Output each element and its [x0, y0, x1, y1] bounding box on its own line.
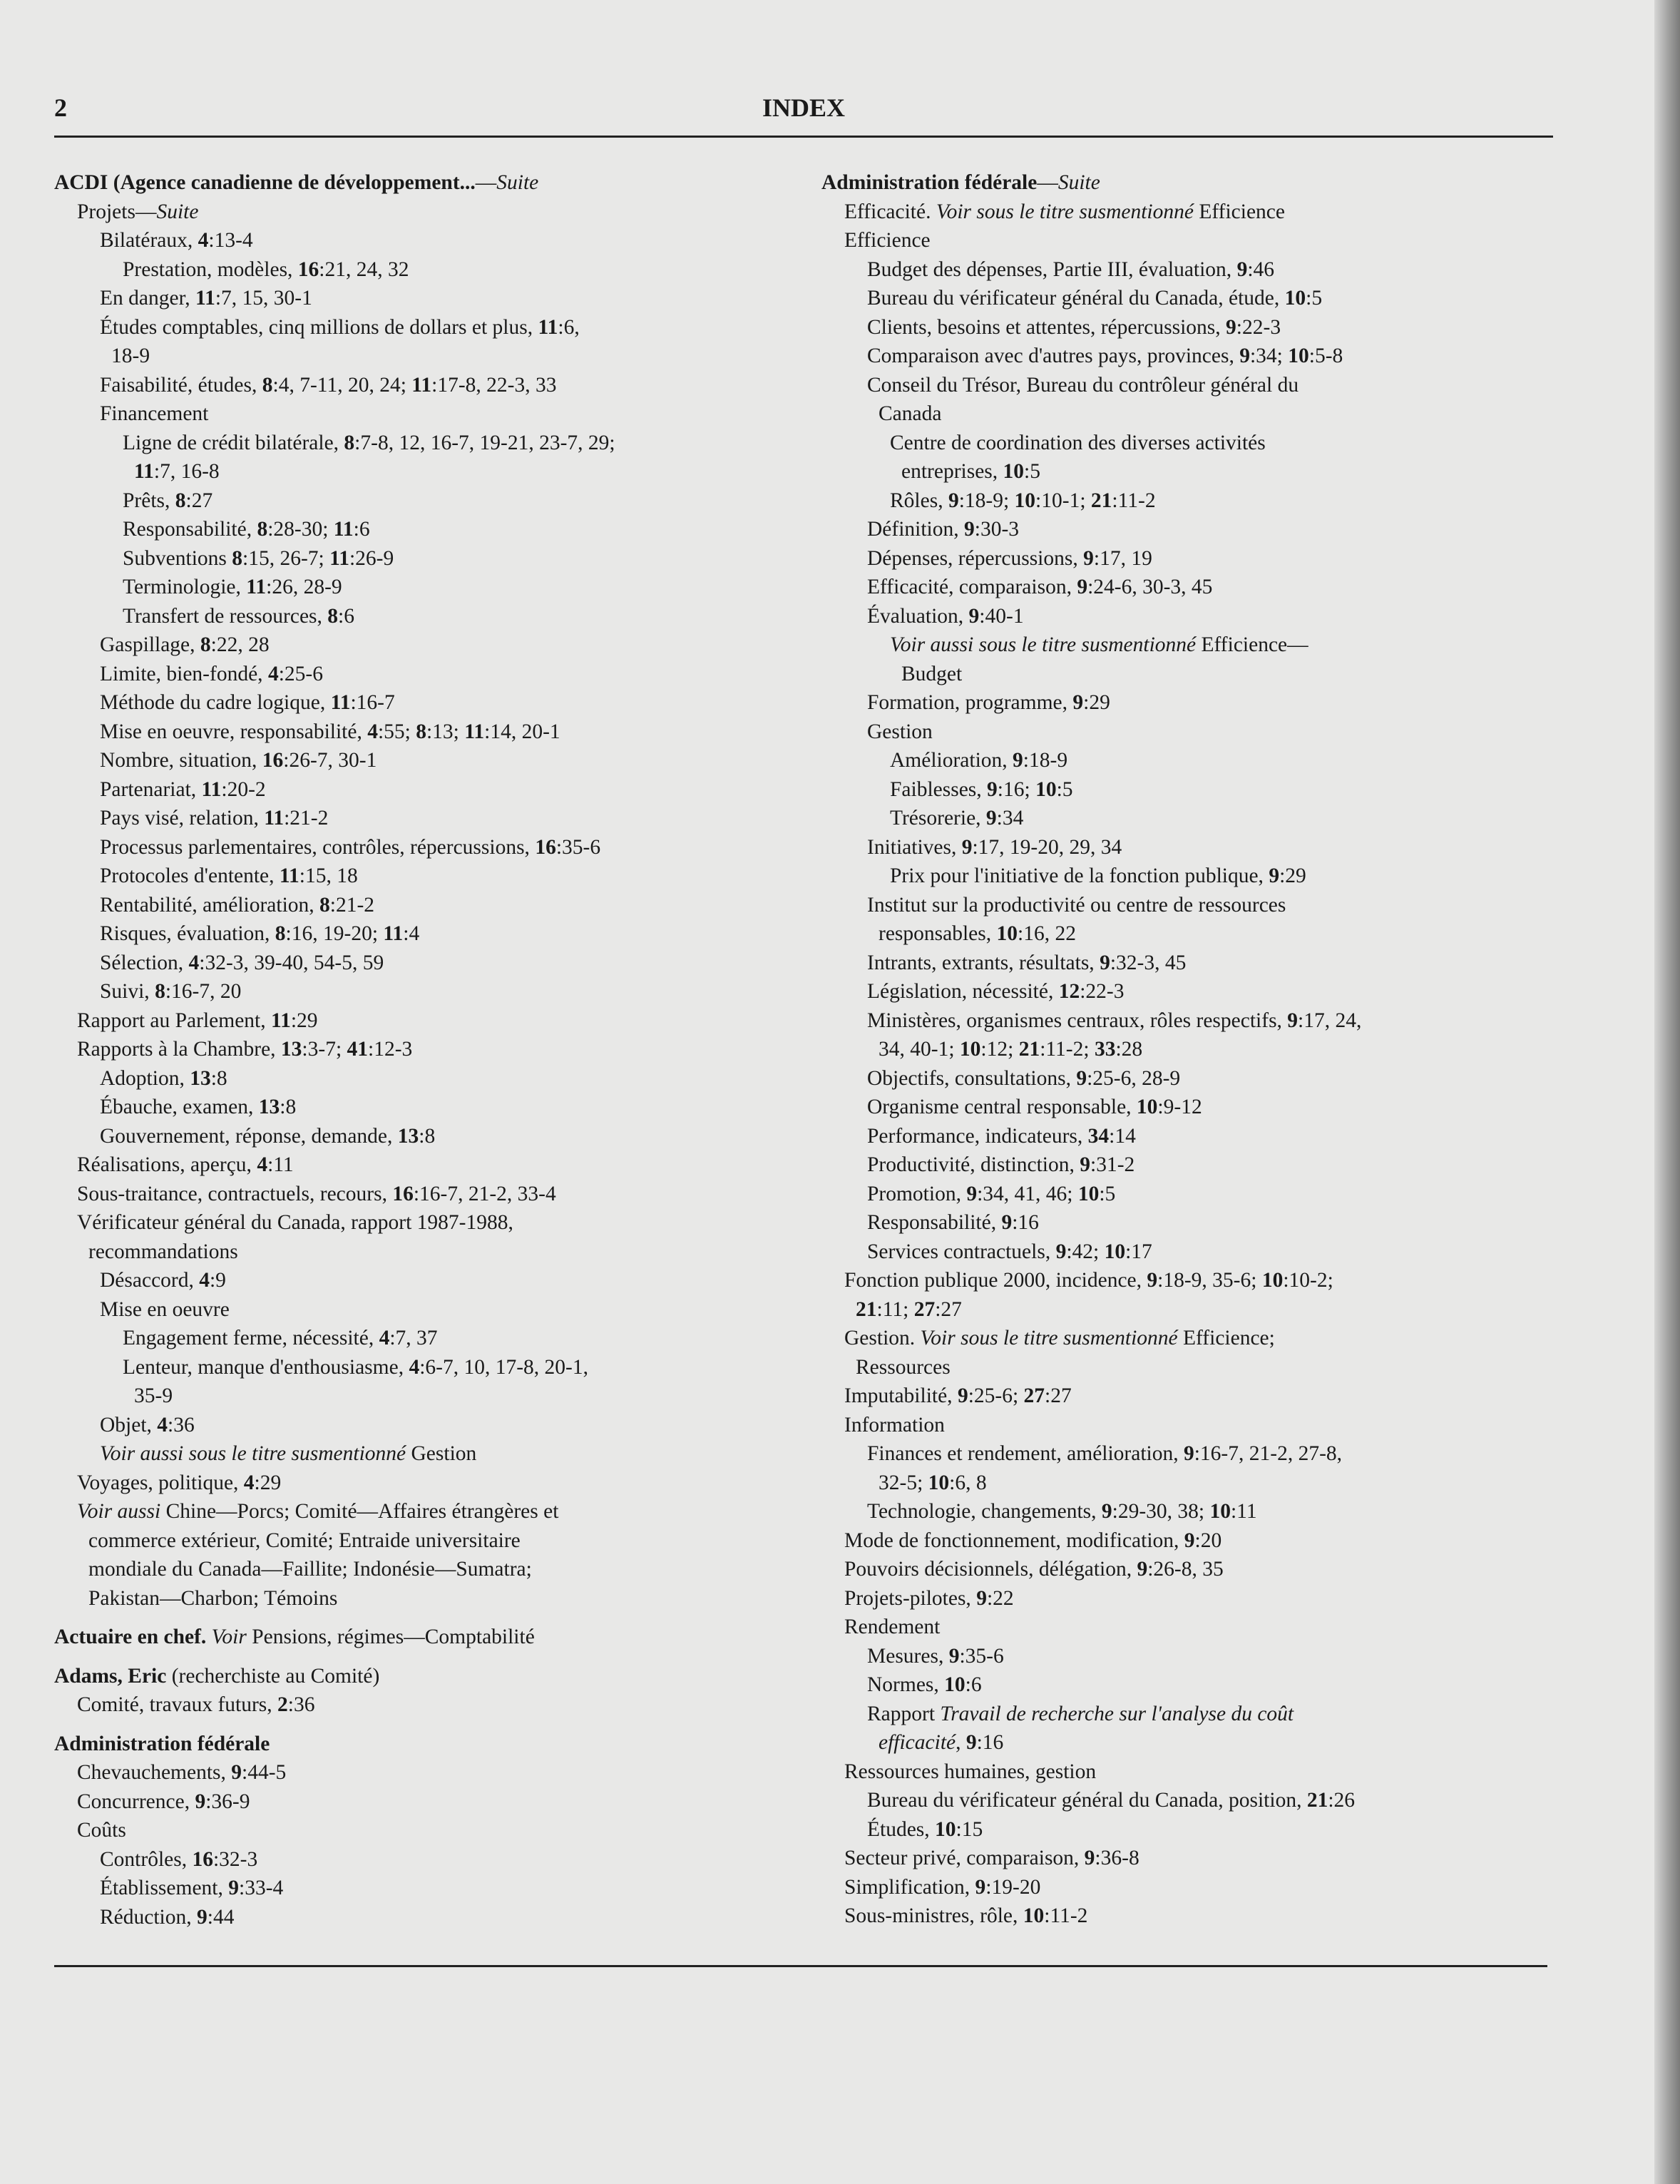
index-entry: Finances et rendement, amélioration, 9:16-7, 21-2, 27-8, [867, 1442, 1343, 1465]
index-entry: Institut sur la productivité ou centre de ressources [867, 893, 1286, 917]
index-entry: Études comptables, cinq millions de dollars et plus, 11:6, [100, 315, 580, 339]
index-entry: Formation, programme, 9:29 [867, 691, 1110, 714]
index-entry: Clients, besoins et attentes, répercussions, 9:22-3 [867, 315, 1281, 339]
index-entry: Mesures, 9:35-6 [867, 1644, 1004, 1668]
index-entry: Lenteur, manque d'enthousiasme, 4:6-7, 10, 17-8, 20-1, [123, 1355, 588, 1379]
index-entry: Réduction, 9:44 [100, 1905, 235, 1929]
index-entry: Promotion, 9:34, 41, 46; 10:5 [867, 1182, 1116, 1205]
index-entry: Prestation, modèles, 16:21, 24, 32 [123, 257, 409, 281]
index-entry: Dépenses, répercussions, 9:17, 19 [867, 546, 1152, 570]
index-entry: Efficacité, comparaison, 9:24-6, 30-3, 45 [867, 576, 1213, 598]
index-entry: Rapport Travail de recherche sur l'analyse du coût [867, 1702, 1294, 1725]
index-entry: Sous-ministres, rôle, 10:11-2 [844, 1904, 1088, 1927]
index-entry: Processus parlementaires, contrôles, répercussions, 16:35-6 [100, 835, 601, 859]
header-rule [54, 136, 1553, 138]
index-entry: Actuaire en chef. Voir Pensions, régimes—Comptabilité [54, 1626, 535, 1648]
index-entry: Productivité, distinction, 9:31-2 [867, 1153, 1135, 1176]
index-entry: Contrôles, 16:32-3 [100, 1847, 258, 1871]
index-entry: Chevauchements, 9:44-5 [77, 1761, 287, 1784]
index-entry: Faisabilité, études, 8:4, 7-11, 20, 24; 11:17-8, 22-3, 33 [100, 373, 557, 397]
index-entry: Services contractuels, 9:42; 10:17 [867, 1240, 1152, 1263]
index-entry: Normes, 10:6 [867, 1673, 982, 1696]
index-entry: Terminologie, 11:26, 28-9 [123, 576, 342, 598]
index-entry: Mise en oeuvre [100, 1297, 230, 1321]
index-entry: Faiblesses, 9:16; 10:5 [890, 777, 1073, 801]
index-entry: Objectifs, consultations, 9:25-6, 28-9 [867, 1066, 1181, 1090]
index-entry: Bureau du vérificateur général du Canada, position, 21:26 [867, 1789, 1356, 1812]
index-entry: Information [844, 1413, 945, 1437]
index-entry: Amélioration, 9:18-9 [890, 749, 1068, 772]
index-entry: Établissement, 9:33-4 [100, 1877, 284, 1899]
index-entry: Rentabilité, amélioration, 8:21-2 [100, 893, 375, 917]
index-column-left [54, 168, 810, 1932]
index-entry: Mode de fonctionnement, modification, 9:20 [844, 1529, 1222, 1552]
index-column-right [821, 168, 1563, 1931]
index-entry: Initiatives, 9:17, 19-20, 29, 34 [867, 835, 1122, 859]
index-entry: Organisme central responsable, 10:9-12 [867, 1096, 1202, 1118]
index-entry: Méthode du cadre logique, 11:16-7 [100, 691, 395, 714]
index-entry: Définition, 9:30-3 [867, 518, 1020, 541]
index-entry: entreprises, 10:5 [901, 460, 1040, 483]
index-entry: 34, 40-1; 10:12; 21:11-2; 33:28 [879, 1038, 1143, 1061]
index-entry: Subventions 8:15, 26-7; 11:26-9 [123, 546, 394, 570]
index-entry: Centre de coordination des diverses activités [890, 431, 1266, 454]
index-entry: Voir aussi sous le titre susmentionné Gestion [100, 1442, 477, 1465]
index-entry: Bilatéraux, 4:13-4 [100, 229, 253, 252]
running-title: INDEX [762, 93, 845, 122]
index-entry: Efficience [844, 229, 931, 252]
index-entry: 21:11; 27:27 [856, 1297, 962, 1321]
index-entry: Réalisations, aperçu, 4:11 [77, 1153, 294, 1176]
index-entry: Prix pour l'initiative de la fonction publique, 9:29 [890, 864, 1306, 887]
index-entry: Protocoles d'entente, 11:15, 18 [100, 864, 358, 887]
index-entry: Canada [879, 402, 942, 425]
index-entry: Prêts, 8:27 [123, 489, 213, 512]
index-entry: efficacité, 9:16 [879, 1731, 1004, 1754]
index-entry: Comité, travaux futurs, 2:36 [77, 1693, 315, 1716]
index-entry: Suivi, 8:16-7, 20 [100, 980, 242, 1003]
index-entry: Rendement [844, 1616, 941, 1638]
index-entry: Performance, indicateurs, 34:14 [867, 1124, 1136, 1148]
index-entry: Pakistan—Charbon; Témoins [88, 1586, 338, 1610]
index-entry: Pouvoirs décisionnels, délégation, 9:26-8, 35 [844, 1558, 1224, 1581]
index-entry: commerce extérieur, Comité; Entraide universitaire [88, 1529, 521, 1552]
index-entry: Législation, nécessité, 12:22-3 [867, 980, 1125, 1003]
index-entry: Risques, évaluation, 8:16, 19-20; 11:4 [100, 922, 420, 945]
index-entry: Fonction publique 2000, incidence, 9:18-9, 35-6; 10:10-2; [844, 1269, 1333, 1292]
index-entry: mondiale du Canada—Faillite; Indonésie—Sumatra; [88, 1558, 532, 1581]
index-entry: Mise en oeuvre, responsabilité, 4:55; 8:13; 11:14, 20-1 [100, 720, 560, 743]
index-entry: Coûts [77, 1819, 126, 1842]
footer-rule [54, 1965, 1547, 1967]
index-entry: Imputabilité, 9:25-6; 27:27 [844, 1384, 1072, 1407]
index-entry: Ébauche, examen, 13:8 [100, 1096, 297, 1118]
index-entry: Technologie, changements, 9:29-30, 38; 10:11 [867, 1500, 1257, 1523]
index-entry: Vérificateur général du Canada, rapport 1987-1988, [77, 1211, 513, 1234]
index-entry: Projets-pilotes, 9:22 [844, 1586, 1014, 1610]
index-entry: Rapports à la Chambre, 13:3-7; 41:12-3 [77, 1038, 413, 1061]
index-entry: Pays visé, relation, 11:21-2 [100, 807, 329, 830]
index-entry: Partenariat, 11:20-2 [100, 777, 266, 801]
index-entry: Trésorerie, 9:34 [890, 807, 1024, 830]
index-entry: Concurrence, 9:36-9 [77, 1790, 250, 1813]
index-entry: Simplification, 9:19-20 [844, 1875, 1041, 1899]
index-entry: 32-5; 10:6, 8 [879, 1471, 987, 1494]
index-entry: Gestion. Voir sous le titre susmentionné Efficience; [844, 1327, 1275, 1349]
page-number: 2 [54, 93, 67, 122]
index-entry: Projets—Suite [77, 200, 199, 223]
index-entry: Nombre, situation, 16:26-7, 30-1 [100, 749, 377, 772]
index-entry: Secteur privé, comparaison, 9:36-8 [844, 1847, 1139, 1869]
index-entry: Voir aussi Chine—Porcs; Comité—Affaires étrangères et [77, 1500, 559, 1523]
index-entry: Efficacité. Voir sous le titre susmentionné Efficience [844, 200, 1285, 223]
index-entry: Limite, bien-fondé, 4:25-6 [100, 662, 323, 685]
index-entry: Responsabilité, 8:28-30; 11:6 [123, 518, 370, 541]
index-entry: ACDI (Agence canadienne de développement...—Suite [54, 171, 539, 194]
index-entry: 11:7, 16-8 [134, 460, 220, 483]
index-entry: En danger, 11:7, 15, 30-1 [100, 287, 312, 310]
index-entry: Voyages, politique, 4:29 [77, 1471, 282, 1494]
index-entry: Ressources humaines, gestion [844, 1760, 1097, 1783]
page-edge-shadow [1654, 0, 1680, 2184]
index-entry: Intrants, extrants, résultats, 9:32-3, 45 [867, 951, 1187, 974]
index-entry: Études, 10:15 [867, 1817, 983, 1841]
index-entry: Conseil du Trésor, Bureau du contrôleur général du [867, 373, 1299, 397]
page-header [54, 93, 1553, 136]
index-entry: recommandations [88, 1240, 238, 1263]
index-entry: Évaluation, 9:40-1 [867, 604, 1024, 628]
index-entry: Financement [100, 402, 209, 425]
index-entry: 35-9 [134, 1384, 173, 1407]
index-entry: Budget [901, 662, 963, 685]
index-entry: Responsabilité, 9:16 [867, 1211, 1039, 1234]
index-entry: Sélection, 4:32-3, 39-40, 54-5, 59 [100, 951, 384, 974]
index-entry: Comparaison avec d'autres pays, provinces, 9:34; 10:5-8 [867, 345, 1343, 367]
index-entry: Gestion [867, 720, 933, 743]
index-entry: Budget des dépenses, Partie III, évaluation, 9:46 [867, 257, 1275, 281]
index-entry: Adams, Eric (recherchiste au Comité) [54, 1664, 380, 1688]
index-entry: Rapport au Parlement, 11:29 [77, 1009, 318, 1032]
index-entry: responsables, 10:16, 22 [879, 922, 1076, 945]
index-entry: Désaccord, 4:9 [100, 1269, 226, 1292]
index-entry: Ressources [856, 1355, 951, 1379]
index-entry: Adoption, 13:8 [100, 1066, 227, 1090]
index-entry: Gouvernement, réponse, demande, 13:8 [100, 1124, 436, 1148]
index-entry: Rôles, 9:18-9; 10:10-1; 21:11-2 [890, 489, 1156, 512]
index-entry: Ligne de crédit bilatérale, 8:7-8, 12, 16-7, 19-21, 23-7, 29; [123, 431, 615, 454]
index-entry: Gaspillage, 8:22, 28 [100, 633, 270, 656]
index-entry: 18-9 [111, 345, 150, 367]
index-entry: Objet, 4:36 [100, 1413, 195, 1437]
index-entry: Bureau du vérificateur général du Canada, étude, 10:5 [867, 287, 1323, 310]
index-entry: Sous-traitance, contractuels, recours, 16:16-7, 21-2, 33-4 [77, 1182, 556, 1205]
index-entry: Engagement ferme, nécessité, 4:7, 37 [123, 1327, 438, 1349]
index-entry: Transfert de ressources, 8:6 [123, 604, 354, 628]
index-entry: Voir aussi sous le titre susmentionné Efficience— [890, 633, 1308, 656]
index-entry: Ministères, organismes centraux, rôles respectifs, 9:17, 24, [867, 1009, 1362, 1032]
index-entry: Administration fédérale [54, 1732, 270, 1755]
index-entry: Administration fédérale—Suite [821, 171, 1100, 194]
